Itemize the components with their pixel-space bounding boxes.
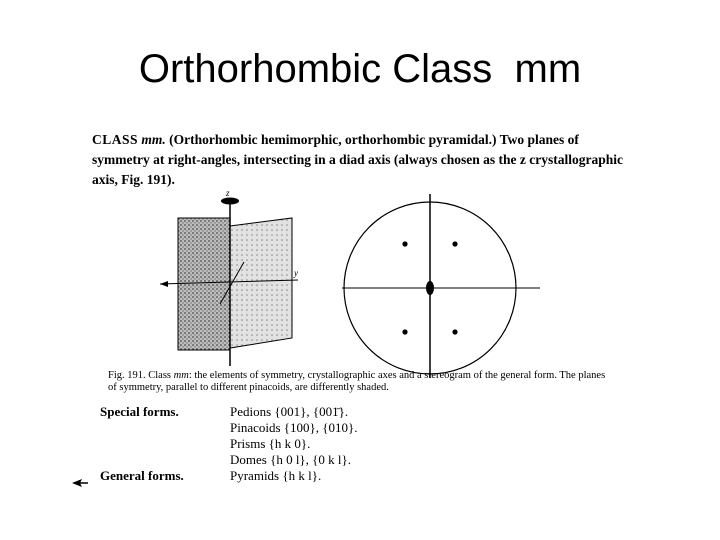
list-item: Pedions {001}, {001̄}. <box>230 404 349 419</box>
pole <box>402 241 407 246</box>
axis-label-y: y <box>294 268 298 278</box>
y-axis-arrow <box>160 281 168 287</box>
pole <box>402 329 407 334</box>
class-symbol: mm. <box>141 132 166 147</box>
caption-prefix: Fig. 191. Class <box>108 370 172 381</box>
slide-title: Orthorhombic Class mm <box>138 47 582 91</box>
caption-text: : the elements of symmetry, crystallographic axes and a stereogram of the general form. The planes of symmetry, parallel to different pinacoids, are differently shaded. <box>108 370 606 393</box>
diad-symbol-center <box>426 281 434 295</box>
scanned-page <box>80 122 640 502</box>
pole <box>452 241 457 246</box>
figure-caption <box>108 370 608 394</box>
special-forms-list <box>230 404 358 484</box>
class-label: CLASS <box>92 132 139 147</box>
list-item: Domes {h 0 l}, {0 k l}. <box>230 452 352 467</box>
axis-label-z: z <box>226 188 230 198</box>
special-forms-label: Special forms. <box>100 404 179 419</box>
caption-symbol: mm <box>173 370 189 381</box>
plane-shaded-dark <box>178 218 230 350</box>
diad-symbol-top <box>221 198 239 205</box>
symmetry-figure <box>80 188 640 378</box>
plane-shaded-light <box>230 218 292 348</box>
general-forms-label: General forms. <box>100 468 184 483</box>
list-item: Pyramids {h k l}. <box>230 468 322 483</box>
class-description-text: (Orthorhombic hemimorphic, orthorhombic pyramidal.) Two planes of symmetry at right-angles, intersecting in a diad axis (always chosen as the z crystallographic axis, Fig. 191). <box>92 132 623 187</box>
pole <box>452 329 457 334</box>
symmetry-planes-drawing <box>160 188 298 366</box>
arrow-mark-icon <box>72 479 88 487</box>
list-item: Prisms {h k 0}. <box>230 436 311 451</box>
stereogram <box>342 194 540 378</box>
class-description <box>92 130 632 190</box>
list-item: Pinacoids {100}, {010}. <box>230 420 358 435</box>
